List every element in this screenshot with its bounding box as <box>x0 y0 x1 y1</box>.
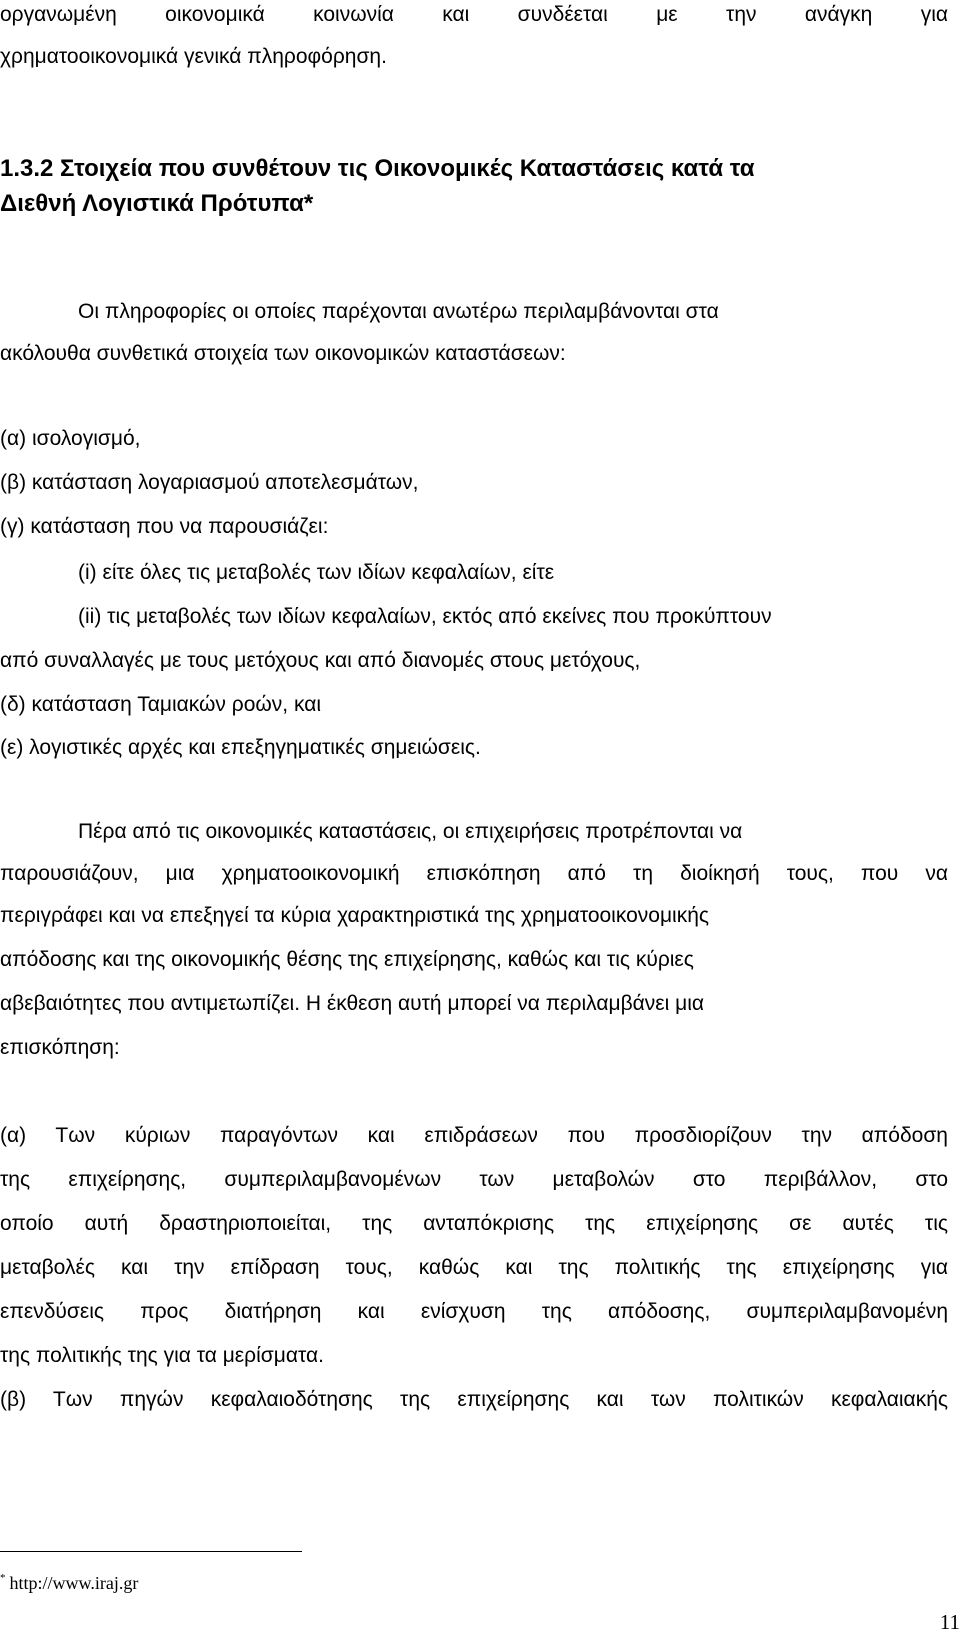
body-text-line: της επιχείρησης, συμπεριλαμβανομένων των μεταβολών στο περιβάλλον, στο <box>0 1168 948 1191</box>
list-subitem: (ii) τις μεταβολές των ιδίων κεφαλαίων, εκτός από εκείνες που προκύπτουν <box>78 605 772 628</box>
body-text-line: απόδοσης και της οικονομικής θέσης της επιχείρησης, καθώς και τις κύριες <box>0 948 694 971</box>
page-number: 11 <box>939 1610 960 1634</box>
body-text-line: επενδύσεις προς διατήρηση και ενίσχυση της απόδοσης, συμπεριλαμβανομένη <box>0 1300 948 1323</box>
body-text-line: παρουσιάζουν, μια χρηματοοικονομική επισκόπηση από τη διοίκησή τους, που να <box>0 862 948 885</box>
footnote-link[interactable]: http://www.iraj.gr <box>9 1573 139 1593</box>
list-item: (δ) κατάσταση Ταμιακών ροών, και <box>0 693 322 716</box>
list-item: (ε) λογιστικές αρχές και επεξηγηματικές σημειώσεις. <box>0 736 481 759</box>
body-text-line: οργανωμένη οικονομικά κοινωνία και συνδέεται με την ανάγκη για <box>0 3 948 26</box>
body-text-line: Πέρα από τις οικονομικές καταστάσεις, οι επιχειρήσεις προτρέπονται να <box>78 820 743 843</box>
body-text-line: επισκόπηση: <box>0 1036 120 1059</box>
body-text-line: της πολιτικής της για τα μερίσματα. <box>0 1344 324 1367</box>
body-text-line: (β) Των πηγών κεφαλαιοδότησης της επιχείρησης και των πολιτικών κεφαλαιακής <box>0 1388 948 1411</box>
section-heading-continued <box>0 190 313 218</box>
footnote <box>0 1567 138 1594</box>
body-text-line: Οι πληροφορίες οι οποίες παρέχονται ανωτέρω περιλαμβάνονται στα <box>78 300 719 323</box>
list-subitem-continued: από συναλλαγές με τους μετόχους και από διανομές στους μετόχους, <box>0 649 641 672</box>
body-text-line: αβεβαιότητες που αντιμετωπίζει. Η έκθεση αυτή μπορεί να περιλαμβάνει μια <box>0 992 705 1015</box>
list-subitem: (i) είτε όλες τις μεταβολές των ιδίων κεφαλαίων, είτε <box>78 561 555 584</box>
list-item: (α) ισολογισμό, <box>0 427 141 450</box>
list-item: (γ) κατάσταση που να παρουσιάζει: <box>0 515 329 538</box>
body-text-line: ακόλουθα συνθετικά στοιχεία των οικονομικών καταστάσεων: <box>0 342 566 365</box>
section-heading-line: Διεθνή Λογιστικά Πρότυπα <box>0 190 304 217</box>
body-text-line: μεταβολές και την επίδραση τους, καθώς και της πολιτικής της επιχείρησης για <box>0 1256 948 1279</box>
section-heading <box>0 155 755 183</box>
body-text-line: οποίο αυτή δραστηριοποιείται, της ανταπόκρισης της επιχείρησης σε αυτές τις <box>0 1212 948 1235</box>
footnote-marker: * <box>0 1572 6 1584</box>
list-item: (β) κατάσταση λογαριασμού αποτελεσμάτων, <box>0 471 419 494</box>
body-text-line: χρηματοοικονομικά γενικά πληροφόρηση. <box>0 45 387 68</box>
footnote-marker: * <box>303 190 314 217</box>
section-heading-line: 1.3.2 Στοιχεία που συνθέτουν τις Οικονομικές Καταστάσεις κατά τα <box>0 155 755 182</box>
body-text-line: (α) Των κύριων παραγόντων και επιδράσεων που προσδιορίζουν την απόδοση <box>0 1124 948 1147</box>
footnote-separator <box>0 1551 302 1552</box>
body-text-line: περιγράφει και να επεξηγεί τα κύρια χαρακτηριστικά της χρηματοοικονομικής <box>0 904 710 927</box>
